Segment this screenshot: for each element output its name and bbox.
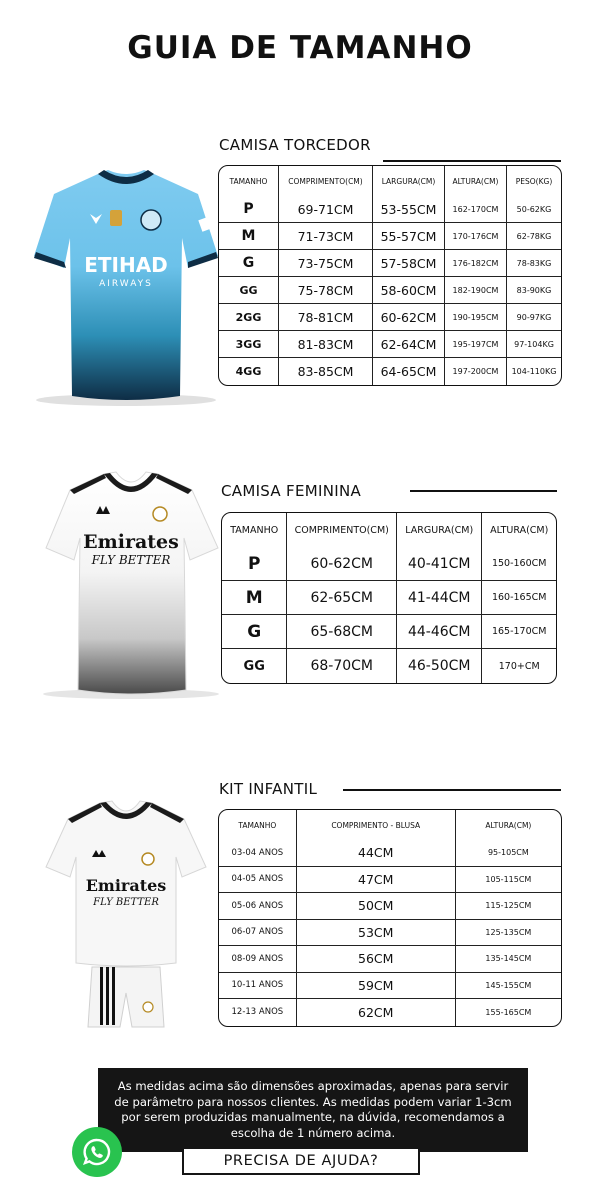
size-table-kit-infantil [218,809,562,1027]
column-header: ALTURA(CM) [490,524,549,536]
length-cell: 62-65CM [287,581,397,615]
table-row [219,277,561,304]
height-cell: 182-190CM [445,277,507,304]
length-cell: 71-73CM [279,223,373,250]
sky-blue-football-jersey-icon [28,160,224,410]
length-cell: 56CM [297,946,456,973]
table-row [219,250,561,277]
product-image-camisa-feminina [40,468,222,700]
height-cell: 165-170CM [482,615,556,649]
size-cell: 4GG [219,358,279,385]
svg-text:FLY BETTER: FLY BETTER [91,553,171,567]
column-header: ALTURA(CM) [445,166,507,196]
length-cell: 81-83CM [279,331,373,358]
length-cell: 62CM [297,999,456,1026]
white-womens-jersey-icon [40,468,222,700]
size-cell: GG [219,277,279,304]
title-rule [343,789,561,791]
width-cell: 53-55CM [373,196,445,223]
height-cell: 170-176CM [445,223,507,250]
title-rule [383,160,561,162]
length-cell: 44CM [297,840,456,867]
column-header: LARGURA(CM) [397,513,482,547]
size-cell: P [222,547,287,581]
height-cell: 135-145CM [456,946,561,973]
table-header-row [219,810,561,840]
age-cell: 08-09 ANOS [219,946,297,973]
whatsapp-button[interactable] [72,1127,122,1177]
age-cell: 06-07 ANOS [219,920,297,947]
width-cell: 55-57CM [373,223,445,250]
age-cell: 04-05 ANOS [219,867,297,894]
table-row [219,358,561,385]
height-cell: 195-197CM [445,331,507,358]
column-header: COMPRIMENTO - BLUSA [297,810,456,840]
whatsapp-icon [82,1137,112,1167]
section-title-kit-infantil: KIT INFANTIL [219,780,318,798]
length-cell: 73-75CM [279,250,373,277]
height-cell: 145-155CM [456,973,561,1000]
length-cell: 47CM [297,867,456,894]
weight-cell: 50-62KG [507,196,561,223]
svg-text:FLY BETTER: FLY BETTER [93,897,159,908]
column-header: PESO(KG) [515,176,553,186]
size-cell: G [222,615,287,649]
weight-cell: 90-97KG [507,304,561,331]
size-cell: P [219,196,279,223]
height-cell: 95-105CM [456,840,561,867]
table-row [219,223,561,250]
weight-cell: 83-90KG [507,277,561,304]
size-table-camisa-torcedor [218,165,562,386]
section-title-camisa-feminina: CAMISA FEMININA [221,482,362,500]
width-cell: 62-64CM [373,331,445,358]
height-cell: 150-160CM [482,547,556,581]
table-row [219,867,561,894]
product-image-kit-infantil [40,795,212,1033]
column-header: TAMANHO [219,166,279,196]
height-cell: 176-182CM [445,250,507,277]
size-table-camisa-feminina [221,512,557,684]
length-cell: 65-68CM [287,615,397,649]
height-cell: 115-125CM [456,893,561,920]
size-cell: G [219,250,279,277]
size-cell: GG [222,649,287,683]
table-row [219,893,561,920]
height-cell: 155-165CM [485,1007,532,1017]
length-cell: 69-71CM [279,196,373,223]
size-cell: M [219,223,279,250]
width-cell: 46-50CM [397,649,482,683]
size-cell: 2GG [219,304,279,331]
weight-cell: 97-104KG [507,331,561,358]
length-cell: 83-85CM [279,358,373,385]
svg-text:ETIHAD: ETIHAD [84,253,168,277]
size-cell: 3GG [219,331,279,358]
weight-cell: 62-78KG [507,223,561,250]
svg-text:Emirates: Emirates [85,876,167,895]
size-cell: M [222,581,287,615]
width-cell: 41-44CM [397,581,482,615]
width-cell: 57-58CM [373,250,445,277]
height-cell: 125-135CM [456,920,561,947]
length-cell: 75-78CM [279,277,373,304]
length-cell: 59CM [297,973,456,1000]
column-header: COMPRIMENTO(CM) [287,513,397,547]
width-cell: 44-46CM [397,615,482,649]
column-header: TAMANHO [219,810,297,840]
age-cell: 10-11 ANOS [219,973,297,1000]
table-row [219,999,561,1026]
table-row [222,547,556,581]
height-cell: 160-165CM [482,581,556,615]
column-header: TAMANHO [222,513,287,547]
height-cell: 162-170CM [445,196,507,223]
column-header: ALTURA(CM) [485,820,532,830]
table-row [219,196,561,223]
table-row [219,840,561,867]
table-header-row [219,166,561,196]
width-cell: 58-60CM [373,277,445,304]
table-row [219,331,561,358]
white-kids-kit-icon [40,795,212,1033]
height-cell: 105-115CM [456,867,561,894]
disclaimer-notice: As medidas acima são dimensões aproximadas, apenas para servir de parâmetro para nossos clientes. As medidas podem variar 1-3cm por serem produzidas manualmente, na dúvida, recomendamos a escolha de 1 número acima. [98,1068,528,1152]
help-button[interactable]: PRECISA DE AJUDA? [182,1147,420,1175]
table-row [222,649,556,683]
height-cell: 170+CM [498,660,540,672]
width-cell: 40-41CM [397,547,482,581]
title-rule [410,490,557,492]
table-header-row [222,513,556,547]
table-row [219,946,561,973]
svg-text:Emirates: Emirates [83,531,179,553]
height-cell: 190-195CM [445,304,507,331]
weight-cell: 104-110KG [511,367,557,376]
length-cell: 78-81CM [279,304,373,331]
age-cell: 03-04 ANOS [219,840,297,867]
column-header: COMPRIMENTO(CM) [279,166,373,196]
table-row [222,581,556,615]
age-cell: 12-13 ANOS [219,999,297,1026]
svg-text:AIRWAYS: AIRWAYS [99,279,153,289]
weight-cell: 78-83KG [507,250,561,277]
length-cell: 50CM [297,893,456,920]
width-cell: 64-65CM [373,358,445,385]
table-row [222,615,556,649]
height-cell: 197-200CM [445,358,507,385]
product-image-camisa-torcedor [28,160,224,410]
width-cell: 60-62CM [373,304,445,331]
section-title-camisa-torcedor: CAMISA TORCEDOR [219,136,371,154]
table-row [219,973,561,1000]
length-cell: 68-70CM [287,649,397,683]
length-cell: 60-62CM [287,547,397,581]
page-title: GUIA DE TAMANHO [127,30,473,66]
age-cell: 05-06 ANOS [219,893,297,920]
column-header: LARGURA(CM) [373,166,445,196]
table-row [219,304,561,331]
length-cell: 53CM [297,920,456,947]
table-row [219,920,561,947]
